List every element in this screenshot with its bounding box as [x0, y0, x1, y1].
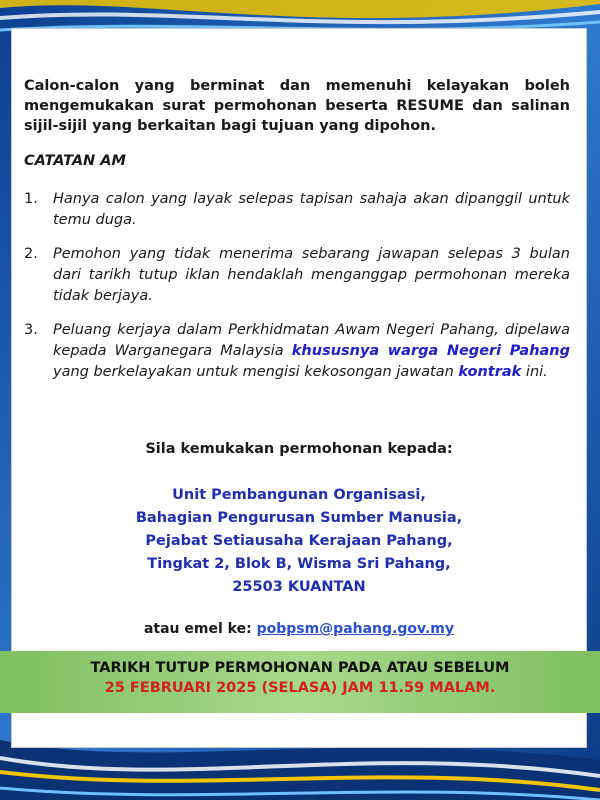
address-line: Bahagian Pengurusan Sumber Manusia, [135, 510, 463, 526]
address-line: Unit Pembangunan Organisasi, [172, 487, 426, 503]
list-text: yang berkelayakan untuk mengisi kekosongan jawatan [53, 364, 459, 380]
deadline-date: 25 FEBRUARI 2025 (SELASA) JAM 11.59 MALAM. [104, 680, 496, 696]
list-text: Pemohon yang tidak menerima sebarang jawapan selepas 3 bulan dari tarikh tutup iklan hendaklah menganggap permohonan mereka tidak berjaya. [53, 246, 570, 304]
address-line: Pejabat Setiausaha Kerajaan Pahang, [145, 533, 453, 549]
address-line: 25503 KUANTAN [232, 579, 366, 595]
address-line: Tingkat 2, Blok B, Wisma Sri Pahang, [147, 556, 451, 572]
list-text: ini. [521, 364, 548, 380]
address-block [12, 484, 586, 599]
list-number: 2. [24, 246, 38, 262]
deadline-banner [0, 651, 600, 713]
email-prefix: atau emel ke: [143, 621, 257, 637]
deadline-title: TARIKH TUTUP PERMOHONAN PADA ATAU SEBELUM [90, 660, 510, 676]
list-item [24, 244, 570, 307]
list-text: Peluang kerjaya dalam Perkhidmatan Awam Negeri Pahang, dipelawa kepada Warganegara Malaysia [53, 322, 570, 359]
intro-paragraph: Calon-calon yang berminat dan memenuhi kelayakan boleh mengemukakan surat permohonan beserta RESUME dan salinan sijil-sijil yang berkaitan bagi tujuan yang dipohon. [24, 78, 570, 134]
highlight-contract: kontrak [458, 364, 522, 380]
list-text: Hanya calon yang layak selepas tapisan sahaja akan dipanggil untuk temu duga. [53, 191, 570, 228]
email-link[interactable]: pobpsm@pahang.gov.my [256, 621, 455, 637]
notes-title: CATATAN AM [24, 153, 126, 169]
email-line [12, 621, 586, 637]
list-item [24, 189, 570, 231]
notes-list [24, 189, 570, 396]
list-item [24, 320, 570, 383]
list-number: 1. [24, 191, 38, 207]
notice-card [11, 28, 587, 748]
highlight-pahang-citizens: khususnya warga Negeri Pahang [291, 343, 571, 359]
list-number: 3. [24, 322, 38, 338]
submit-heading: Sila kemukakan permohonan kepada: [145, 441, 453, 457]
